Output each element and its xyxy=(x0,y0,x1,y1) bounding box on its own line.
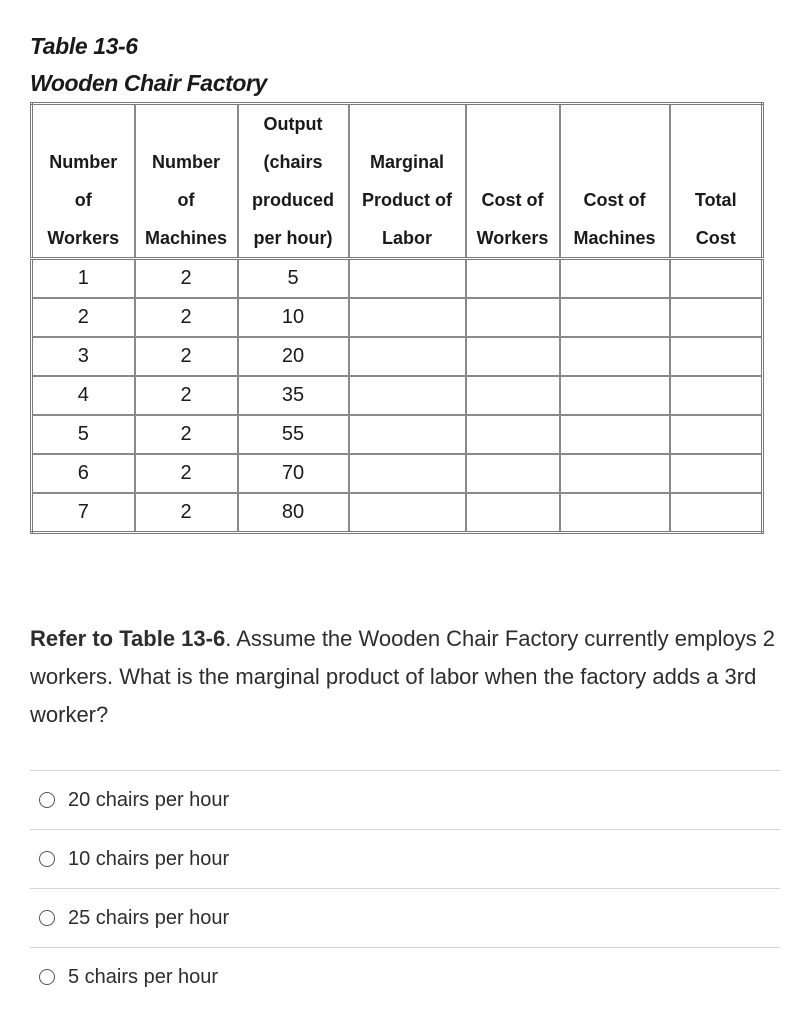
cell-cost-of-machines xyxy=(560,454,670,493)
cell-cost-of-machines xyxy=(560,298,670,337)
cell-total-cost xyxy=(670,376,763,415)
cell-cost-of-workers xyxy=(466,298,560,337)
cell-total-cost xyxy=(670,493,763,533)
cell-marginal-product xyxy=(349,337,466,376)
answer-option-label: 10 chairs per hour xyxy=(68,847,230,870)
question-text xyxy=(30,620,780,734)
table-header-row xyxy=(32,104,763,259)
cell-total-cost xyxy=(670,415,763,454)
cell-cost-of-machines xyxy=(560,415,670,454)
cell-total-cost xyxy=(670,454,763,493)
cell-machines: 2 xyxy=(135,454,238,493)
cell-marginal-product xyxy=(349,415,466,454)
cell-machines: 2 xyxy=(135,493,238,533)
cell-workers: 7 xyxy=(32,493,135,533)
header-cost-of-machines: Cost of Machines xyxy=(560,104,670,259)
table-row xyxy=(32,493,763,533)
radio-button-icon[interactable] xyxy=(39,969,55,985)
cell-workers: 3 xyxy=(32,337,135,376)
answer-option-label: 5 chairs per hour xyxy=(68,965,219,988)
answer-option[interactable] xyxy=(30,889,780,948)
cell-machines: 2 xyxy=(135,298,238,337)
header-total-cost: Total Cost xyxy=(670,104,763,259)
table-row xyxy=(32,415,763,454)
header-number-of-workers: Number of Workers xyxy=(32,104,135,259)
cell-output: 10 xyxy=(238,298,349,337)
data-table xyxy=(30,102,764,534)
cell-workers: 1 xyxy=(32,259,135,299)
answer-option-label: 25 chairs per hour xyxy=(68,906,230,929)
table-row xyxy=(32,376,763,415)
answer-options xyxy=(30,770,780,1006)
cell-total-cost xyxy=(670,298,763,337)
question-reference: Refer to Table 13-6 xyxy=(30,626,226,651)
cell-cost-of-workers xyxy=(466,259,560,299)
cell-marginal-product xyxy=(349,493,466,533)
cell-workers: 6 xyxy=(32,454,135,493)
radio-button-icon[interactable] xyxy=(39,910,55,926)
table-title: Table 13-6 xyxy=(30,33,138,59)
radio-button-icon[interactable] xyxy=(39,792,55,808)
cell-output: 70 xyxy=(238,454,349,493)
cell-machines: 2 xyxy=(135,376,238,415)
answer-option[interactable] xyxy=(30,830,780,889)
cell-cost-of-machines xyxy=(560,376,670,415)
cell-cost-of-workers xyxy=(466,493,560,533)
header-marginal-product: Marginal Product of Labor xyxy=(349,104,466,259)
cell-output: 5 xyxy=(238,259,349,299)
cell-total-cost xyxy=(670,337,763,376)
answer-option[interactable] xyxy=(30,771,780,830)
cell-output: 80 xyxy=(238,493,349,533)
cell-output: 35 xyxy=(238,376,349,415)
header-output: Output (chairs produced per hour) xyxy=(238,104,349,259)
cell-cost-of-workers xyxy=(466,376,560,415)
cell-output: 55 xyxy=(238,415,349,454)
cell-machines: 2 xyxy=(135,259,238,299)
cell-machines: 2 xyxy=(135,415,238,454)
table-row xyxy=(32,454,763,493)
cell-total-cost xyxy=(670,259,763,299)
cell-cost-of-machines xyxy=(560,337,670,376)
header-cost-of-workers: Cost of Workers xyxy=(466,104,560,259)
table-row xyxy=(32,259,763,299)
answer-option-label: 20 chairs per hour xyxy=(68,788,230,811)
cell-workers: 4 xyxy=(32,376,135,415)
table-row xyxy=(32,298,763,337)
cell-output: 20 xyxy=(238,337,349,376)
cell-cost-of-machines xyxy=(560,259,670,299)
cell-marginal-product xyxy=(349,298,466,337)
cell-cost-of-workers xyxy=(466,415,560,454)
cell-marginal-product xyxy=(349,259,466,299)
radio-button-icon[interactable] xyxy=(39,851,55,867)
table-subtitle: Wooden Chair Factory xyxy=(30,70,267,96)
cell-marginal-product xyxy=(349,454,466,493)
cell-marginal-product xyxy=(349,376,466,415)
cell-workers: 5 xyxy=(32,415,135,454)
cell-cost-of-machines xyxy=(560,493,670,533)
header-number-of-machines: Number of Machines xyxy=(135,104,238,259)
cell-cost-of-workers xyxy=(466,454,560,493)
cell-cost-of-workers xyxy=(466,337,560,376)
table-row xyxy=(32,337,763,376)
cell-machines: 2 xyxy=(135,337,238,376)
question-body: . Assume the Wooden Chair Factory currently employs 2 workers. What is the marginal product of labor when the factory adds a 3rd worker? xyxy=(30,626,776,727)
answer-option[interactable] xyxy=(30,948,780,1006)
cell-workers: 2 xyxy=(32,298,135,337)
